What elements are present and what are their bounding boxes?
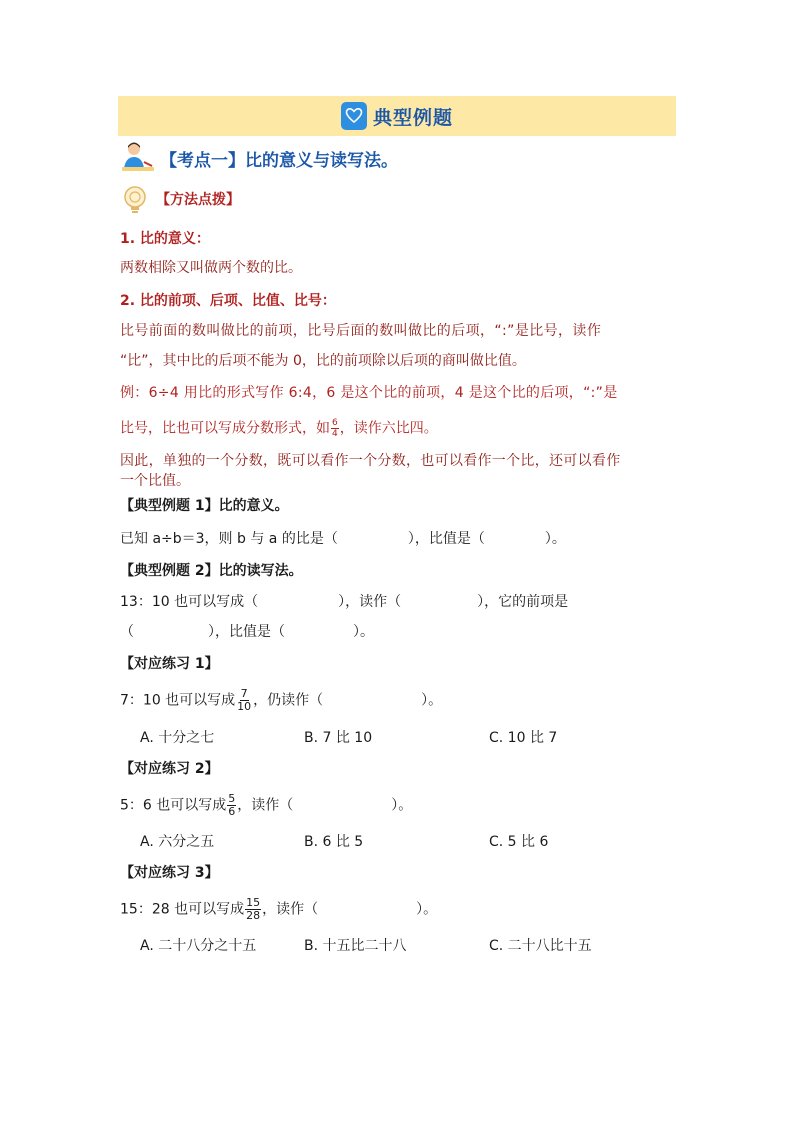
fraction-numerator: 7 — [240, 687, 248, 700]
fraction-six-fourths — [331, 418, 339, 439]
fraction-numerator: 5 — [228, 792, 236, 805]
example2-q1-b: ），读作（ — [338, 594, 402, 610]
s2-example2 — [120, 418, 438, 439]
practice3-title: 【对应练习 3】 — [120, 865, 219, 881]
practice1-option-a[interactable]: A. 十分之七 — [140, 730, 215, 746]
section-banner — [118, 96, 676, 136]
example2-q1-c: ），它的前项是 — [477, 594, 569, 610]
s2-example4: 一个比值。 — [120, 473, 190, 489]
s2-line2: “比”，其中比的后项不能为 0，比的前项除以后项的商叫做比值。 — [120, 353, 526, 369]
example1-question — [120, 529, 566, 549]
practice1-title: 【对应练习 1】 — [120, 656, 219, 672]
method-heading: 【方法点拨】 — [156, 192, 240, 208]
banner-title: 典型例题 — [372, 106, 453, 129]
fraction-fifteen-twentyeighths — [245, 897, 261, 922]
example1-title: 【典型例题 1】比的意义。 — [120, 498, 289, 514]
example1-q-part3: ）。 — [544, 531, 566, 547]
fraction-denominator: 6 — [228, 805, 236, 818]
practice1-q-a: 7：10 也可以写成 — [120, 692, 236, 709]
s2-heading: 2. 比的前项、后项、比值、比号： — [120, 293, 336, 309]
practice2-q-c: ）。 — [391, 797, 413, 814]
example2-title: 【典型例题 2】比的读写法。 — [120, 563, 303, 579]
fraction-denominator: 4 — [332, 429, 338, 439]
fraction-numerator: 15 — [246, 896, 261, 909]
practice2-q-b: ，读作（ — [237, 797, 294, 814]
fraction-five-sixths — [227, 793, 236, 818]
practice3-option-a[interactable]: A. 二十八分之十五 — [140, 938, 257, 954]
practice1-question — [120, 688, 442, 713]
lightbulb-icon — [120, 184, 150, 216]
s2-example1: 例：6÷4 用比的形式写作 6:4，6 是这个比的前项，4 是这个比的后项，“:”是 — [120, 385, 618, 401]
practice3-q-b: ，读作（ — [262, 901, 319, 918]
example1-q-part2: ），比值是（ — [407, 531, 485, 547]
fraction-denominator: 10 — [237, 700, 252, 713]
example2-q1-a: 13：10 也可以写成（ — [120, 594, 259, 610]
s2-example3: 因此，单独的一个分数，既可以看作一个分数，也可以看作一个比，还可以看作 — [120, 453, 621, 469]
example1-q-part1: 已知 a÷b＝3，则 b 与 a 的比是（ — [120, 531, 338, 547]
fraction-numerator: 6 — [332, 418, 338, 428]
practice1-option-c[interactable]: C. 10 比 7 — [489, 730, 558, 746]
practice2-option-a[interactable]: A. 六分之五 — [140, 834, 215, 850]
student-writing-icon — [120, 140, 156, 174]
practice3-question — [120, 897, 437, 922]
practice2-option-b[interactable]: B. 6 比 5 — [304, 834, 364, 850]
practice2-question — [120, 793, 412, 818]
practice2-title: 【对应练习 2】 — [120, 761, 219, 777]
practice1-q-c: ）。 — [421, 692, 443, 709]
practice1-option-b[interactable]: B. 7 比 10 — [304, 730, 373, 746]
s1-text: 两数相除又叫做两个数的比。 — [120, 260, 302, 276]
heart-book-icon — [341, 102, 367, 130]
kaodian-heading: 【考点一】比的意义与读写法。 — [160, 151, 398, 171]
fraction-seven-tenths — [236, 688, 252, 713]
s1-heading: 1. 比的意义： — [120, 231, 210, 247]
s2-line1: 比号前面的数叫做比的前项，比号后面的数叫做比的后项，“:”是比号，读作 — [120, 323, 602, 339]
practice3-q-c: ）。 — [416, 901, 438, 918]
example2-q2-b: ），比值是（ — [208, 624, 285, 640]
s2-example2-b: ，读作六比四。 — [339, 420, 438, 437]
fraction-denominator: 28 — [246, 909, 261, 922]
practice3-option-b[interactable]: B. 十五比二十八 — [304, 938, 407, 954]
practice3-option-c[interactable]: C. 二十八比十五 — [489, 938, 592, 954]
practice1-q-b: ，仍读作（ — [253, 692, 324, 709]
example2-q2-c: ）。 — [353, 624, 374, 640]
example2-question-line1 — [120, 592, 568, 612]
practice3-q-a: 15：28 也可以写成 — [120, 901, 245, 918]
s2-example2-a: 比号，比也可以写成分数形式，如 — [120, 420, 330, 437]
example2-q2-a: （ — [120, 624, 134, 640]
practice2-q-a: 5：6 也可以写成 — [120, 797, 227, 814]
example2-question-line2 — [120, 622, 374, 642]
practice2-option-c[interactable]: C. 5 比 6 — [489, 834, 549, 850]
